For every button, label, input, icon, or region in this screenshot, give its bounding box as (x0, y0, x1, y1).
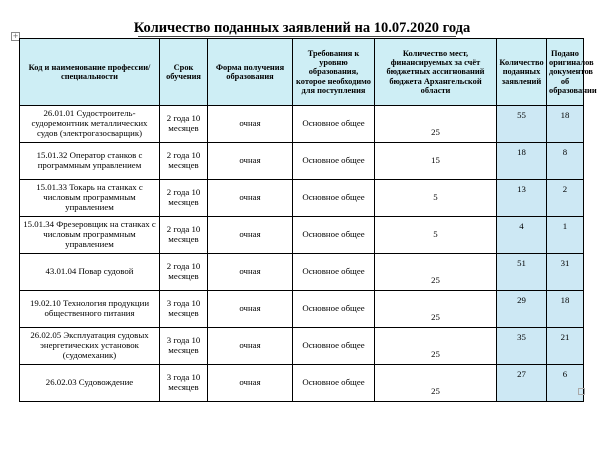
cell-form: очная (208, 180, 293, 217)
cell-form: очная (208, 143, 293, 180)
cell-duration: 2 года 10 месяцев (160, 143, 208, 180)
cell-duration: 2 года 10 месяцев (160, 217, 208, 254)
cell-form: очная (208, 291, 293, 328)
cell-requirement: Основное общее (293, 217, 375, 254)
cell-originals: 18 (547, 106, 584, 143)
cell-originals: 8 (547, 143, 584, 180)
cell-specialty: 15.01.32 Оператор станков с программным управлением (20, 143, 160, 180)
cell-specialty: 26.01.01 Судостроитель-судоремонтник металлических судов (электрогазосварщик) (20, 106, 160, 143)
cell-places: 25 (375, 106, 497, 143)
cell-requirement: Основное общее (293, 291, 375, 328)
cell-applications: 13 (497, 180, 547, 217)
cell-places: 5 (375, 180, 497, 217)
cell-requirement: Основное общее (293, 106, 375, 143)
table-row (20, 254, 584, 291)
cell-places: 5 (375, 217, 497, 254)
cell-applications: 27 (497, 365, 547, 402)
cell-specialty: 43.01.04 Повар судовой (20, 254, 160, 291)
cell-requirement: Основное общее (293, 328, 375, 365)
applications-table (19, 38, 597, 402)
header-form: Форма получения образования (208, 39, 293, 106)
cell-form: очная (208, 365, 293, 402)
cell-places: 25 (375, 365, 497, 402)
cell-specialty: 15.01.33 Токарь на станках с числовым программным управлением (20, 180, 160, 217)
cell-specialty: 15.01.34 Фрезеровщик на станках с числовым программным управлением (20, 217, 160, 254)
cell-form: очная (208, 328, 293, 365)
cell-applications: 29 (497, 291, 547, 328)
header-duration: Срок обучения (160, 39, 208, 106)
cell-places: 25 (375, 291, 497, 328)
cell-requirement: Основное общее (293, 365, 375, 402)
header-specialty: Код и наименование профессии/ специальности (20, 39, 160, 106)
cell-originals: 6 (547, 365, 584, 402)
cell-applications: 35 (497, 328, 547, 365)
header-applications: Количество поданных заявлений (497, 39, 547, 106)
cell-requirement: Основное общее (293, 180, 375, 217)
cell-applications: 55 (497, 106, 547, 143)
header-originals: Подано оригиналов документов об образовании (547, 39, 584, 106)
cell-duration: 2 года 10 месяцев (160, 254, 208, 291)
cell-duration: 2 года 10 месяцев (160, 106, 208, 143)
header-requirement: Требования к уровню образования, которое необходимо для поступления (293, 39, 375, 106)
header-places: Количество мест, финансируемых за счёт бюджетных ассигнований бюджета Архангельской области (375, 39, 497, 106)
cell-requirement: Основное общее (293, 143, 375, 180)
table-row (20, 180, 584, 217)
cell-originals: 18 (547, 291, 584, 328)
cell-form: очная (208, 254, 293, 291)
cell-duration: 3 года 10 месяцев (160, 291, 208, 328)
cell-applications: 18 (497, 143, 547, 180)
resize-handle-icon[interactable] (578, 388, 585, 395)
cell-applications: 4 (497, 217, 547, 254)
cell-originals: 21 (547, 328, 584, 365)
cell-form: очная (208, 217, 293, 254)
cell-specialty: 26.02.03 Судовождение (20, 365, 160, 402)
table-row (20, 291, 584, 328)
cell-duration: 3 года 10 месяцев (160, 328, 208, 365)
cell-originals: 1 (547, 217, 584, 254)
cell-specialty: 19.02.10 Технология продукции общественного питания (20, 291, 160, 328)
table-row (20, 143, 584, 180)
table-row (20, 106, 584, 143)
cell-applications: 51 (497, 254, 547, 291)
cell-specialty: 26.02.05 Эксплуатация судовых энергетических установок (судомеханик) (20, 328, 160, 365)
cell-places: 25 (375, 328, 497, 365)
table-row (20, 328, 584, 365)
page-title: Количество поданных заявлений на 10.07.2020 года (133, 20, 471, 36)
cell-duration: 3 года 10 месяцев (160, 365, 208, 402)
cell-form: очная (208, 106, 293, 143)
move-handle-icon[interactable]: + (12, 32, 19, 40)
table-row (20, 365, 584, 402)
cell-originals: 2 (547, 180, 584, 217)
header-row (20, 39, 584, 106)
cell-places: 25 (375, 254, 497, 291)
cell-originals: 31 (547, 254, 584, 291)
cell-requirement: Основное общее (293, 254, 375, 291)
title-underline (138, 36, 456, 37)
cell-duration: 2 года 10 месяцев (160, 180, 208, 217)
cell-places: 15 (375, 143, 497, 180)
table-row (20, 217, 584, 254)
